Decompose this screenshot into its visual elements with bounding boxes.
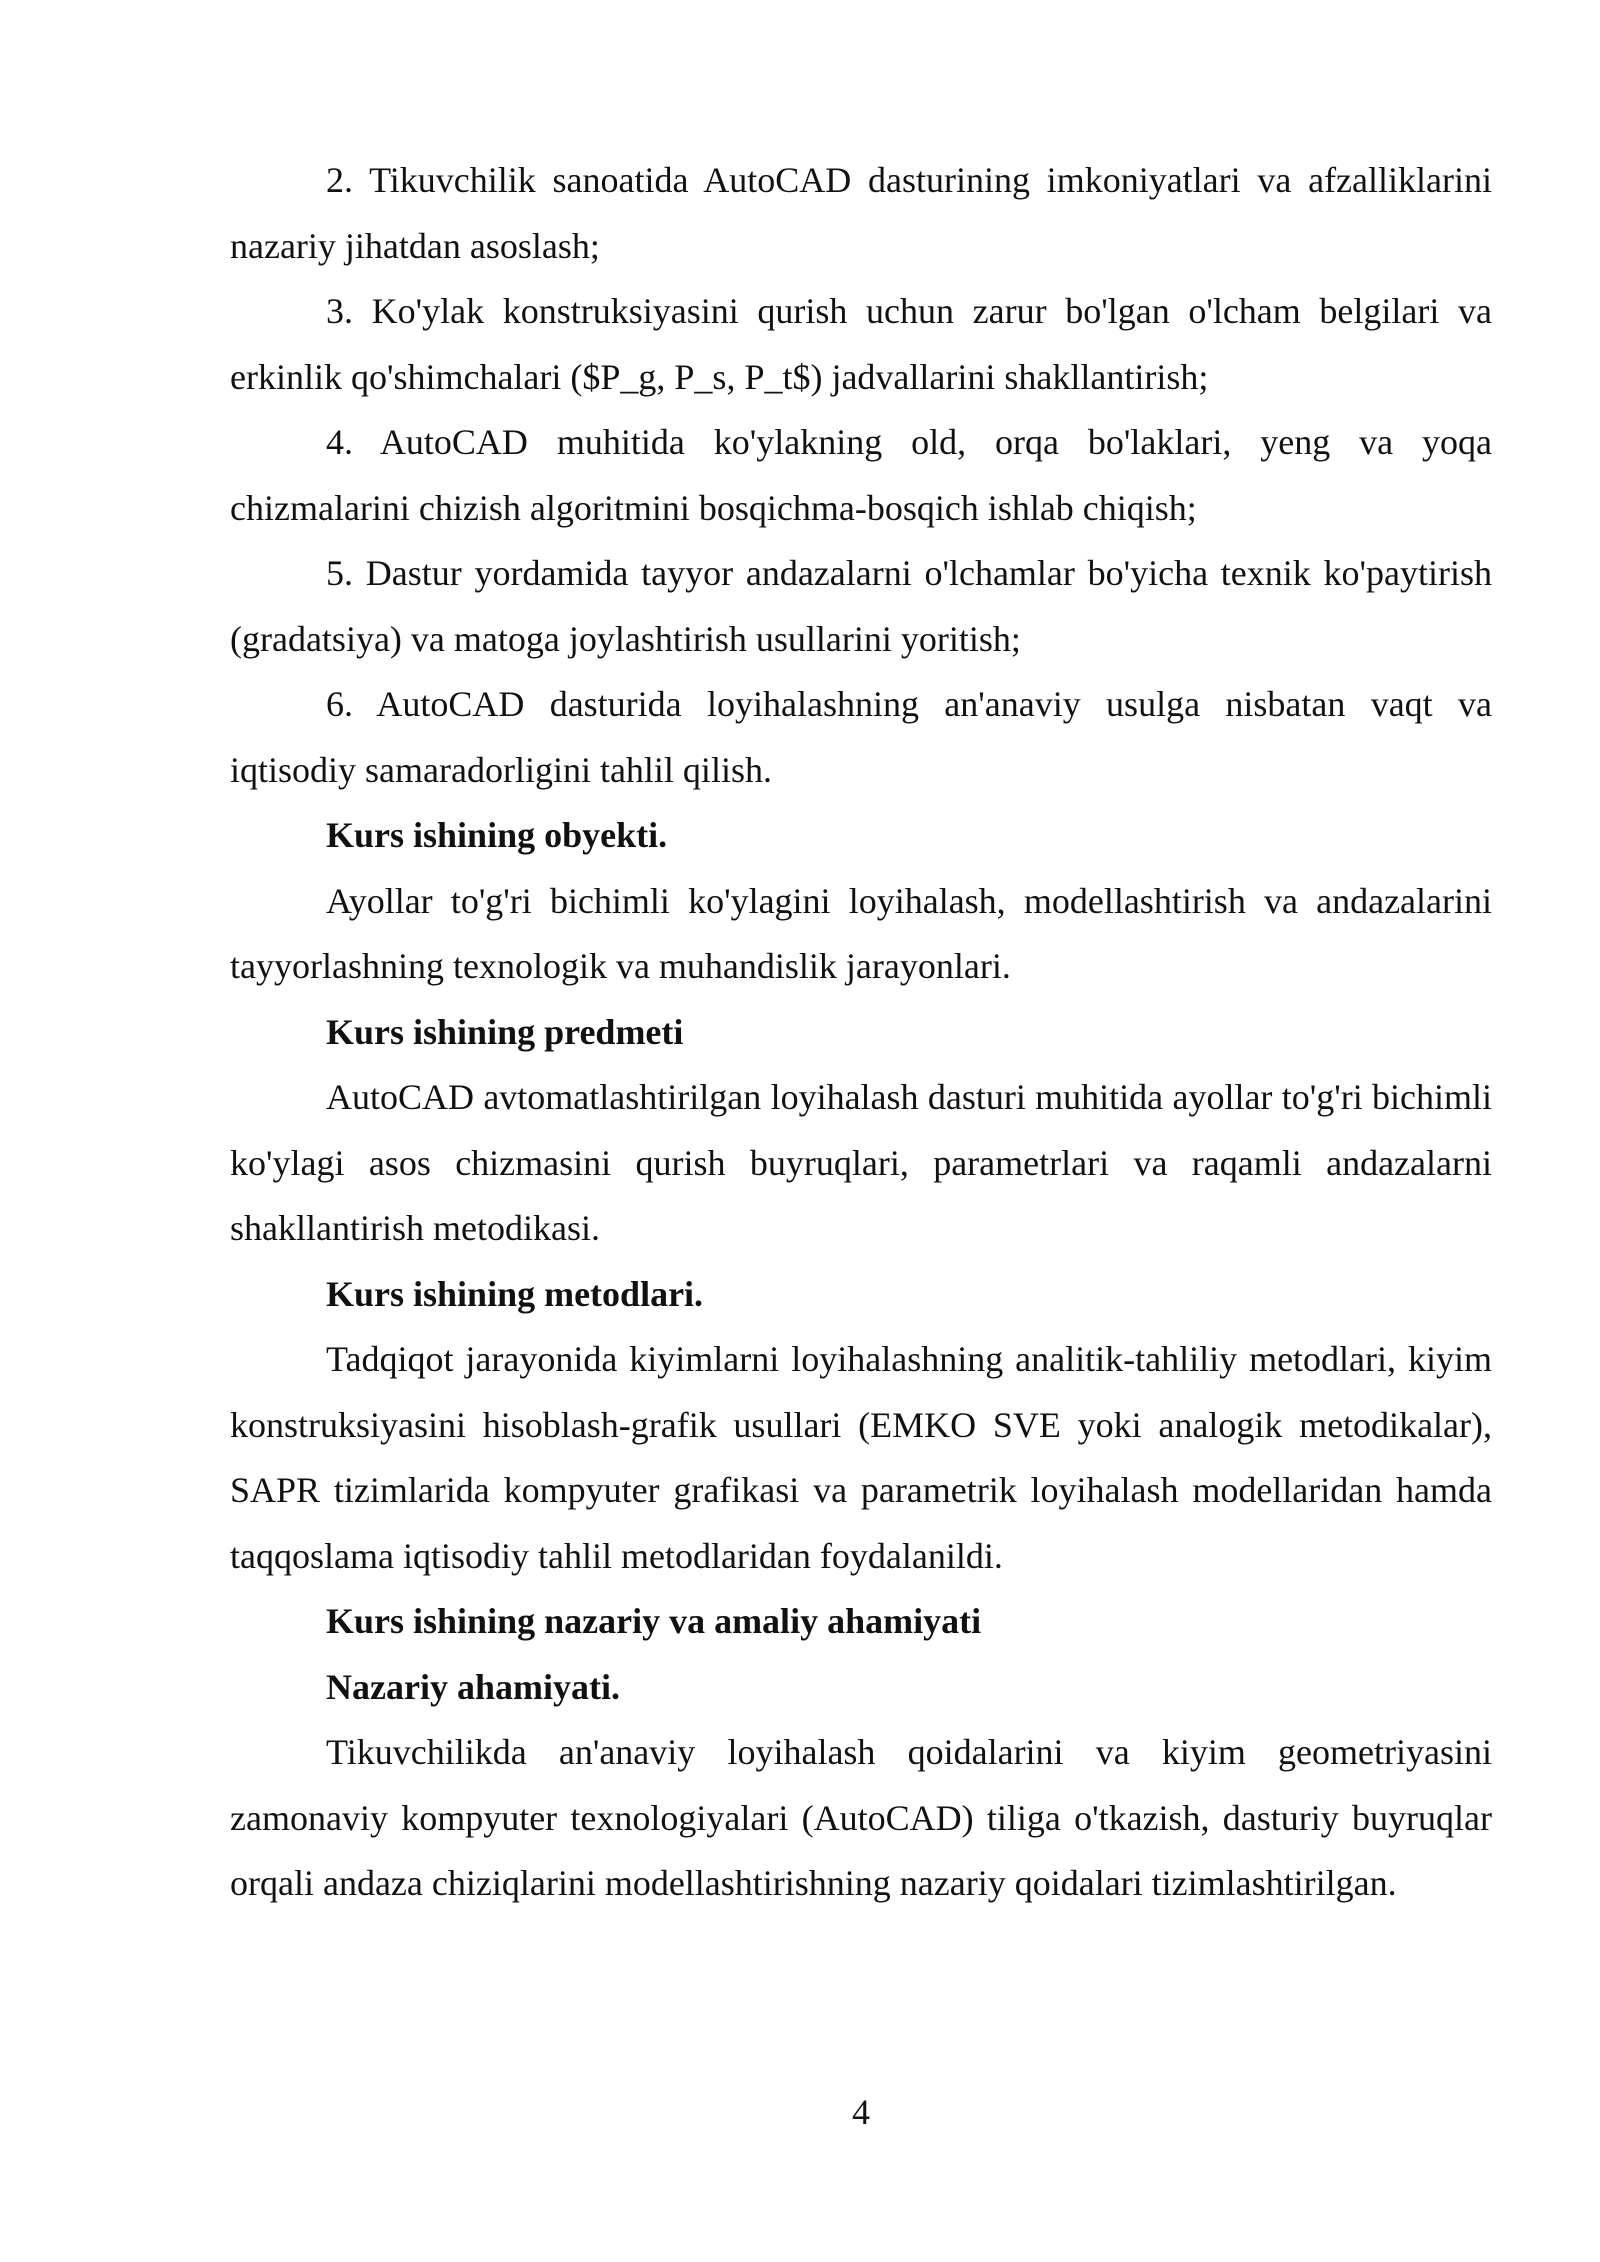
paragraph-task-3: 3. Ko'ylak konstruksiyasini qurish uchun zarur bo'lgan o'lcham belgilari va erkinlik qo'shimchalari ($P_g, P_s, P_t$) jadvallarini shakllantirish; bbox=[230, 291, 1492, 397]
paragraph-object: Ayollar to'g'ri bichimli ko'ylagini loyihalash, modellashtirish va andazalarini tayyorlashning texnologik va muhandislik jarayonlari. bbox=[230, 880, 1492, 986]
paragraph-task-6: 6. AutoCAD dasturida loyihalashning an'anaviy usulga nisbatan vaqt va iqtisodiy samaradorligini tahlil qilish. bbox=[230, 684, 1492, 790]
page-body bbox=[230, 148, 1492, 1917]
heading-theoretical-significance: Nazariy ahamiyati. bbox=[326, 1666, 620, 1707]
paragraph-task-5: 5. Dastur yordamida tayyor andazalarni o'lchamlar bo'yicha texnik ko'paytirish (gradatsiya) va matoga joylashtirish usullarini yoritish; bbox=[230, 553, 1492, 659]
paragraph-subject: AutoCAD avtomatlashtirilgan loyihalash dasturi muhitida ayollar to'g'ri bichimli ko'ylagi asos chizmasini qurish buyruqlari, parametrlari va raqamli andazalarni shakllantirish metodikasi. bbox=[230, 1077, 1492, 1248]
heading-methods: Kurs ishining metodlari. bbox=[326, 1273, 704, 1314]
heading-object: Kurs ishining obyekti. bbox=[326, 815, 668, 855]
heading-significance: Kurs ishining nazariy va amaliy ahamiyati bbox=[326, 1601, 982, 1641]
page-number: 4 bbox=[852, 2092, 870, 2132]
paragraph-methods: Tadqiqot jarayonida kiyimlarni loyihalashning analitik-tahliliy metodlari, kiyim konstruksiyasini hisoblash-grafik usullari (EMKO SVE yoki analogik metodikalar), SAPR tizimlarida kompyuter grafikasi va parametrik loyihalash modellaridan hamda taqqoslama iqtisodiy tahlil metodlaridan foydalanildi. bbox=[230, 1339, 1492, 1576]
heading-subject: Kurs ishining predmeti bbox=[326, 1011, 684, 1052]
paragraph-task-4: 4. AutoCAD muhitida ko'ylakning old, orqa bo'laklari, yeng va yoqa chizmalarini chizish algoritmini bosqichma-bosqich ishlab chiqish; bbox=[230, 422, 1492, 528]
paragraph-theoretical-significance: Tikuvchilikda an'anaviy loyihalash qoidalarini va kiyim geometriyasini zamonaviy kompyuter texnologiyalari (AutoCAD) tiliga o'tkazish, dasturiy buyruqlar orqali andaza chiziqlarini modellashtirishning nazariy qoidalari tizimlashtirilgan. bbox=[230, 1732, 1492, 1903]
paragraph-task-2: 2. Tikuvchilik sanoatida AutoCAD dasturining imkoniyatlari va afzalliklarini nazariy jihatdan asoslash; bbox=[230, 160, 1492, 266]
